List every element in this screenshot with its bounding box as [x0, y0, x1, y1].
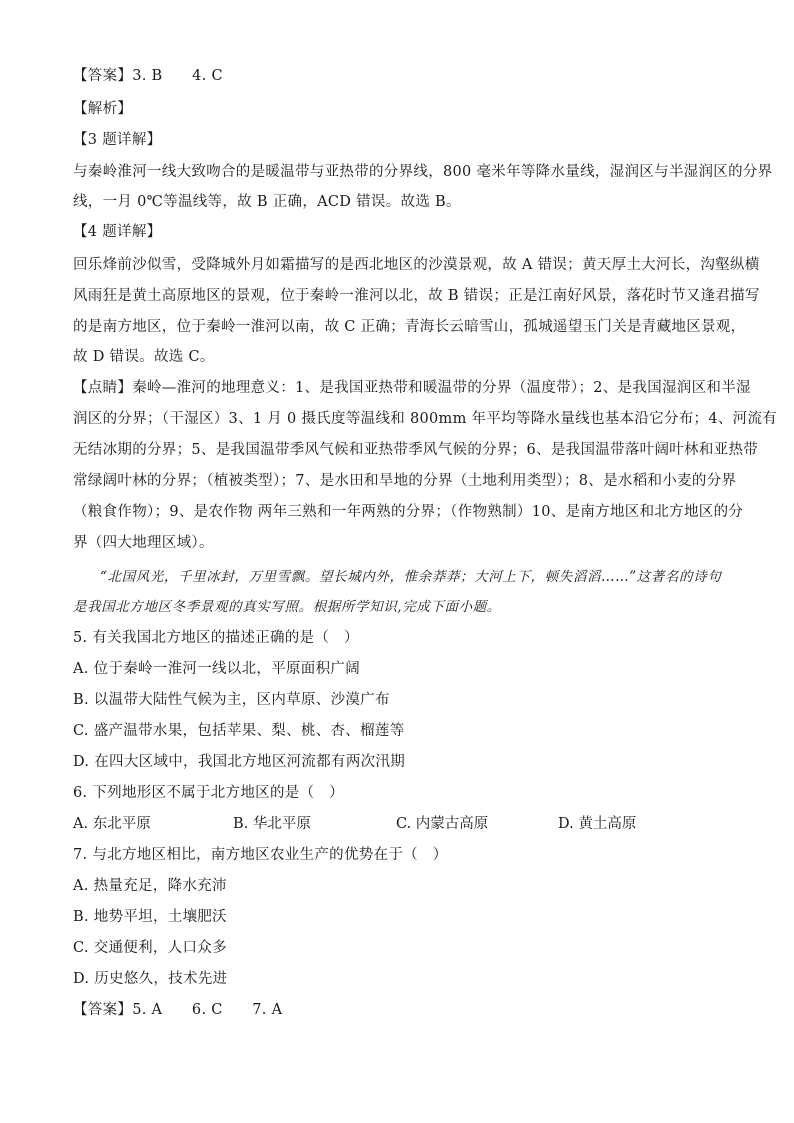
q4-line-4: 故 D 错误。故选 C。 [73, 349, 215, 365]
q5-option-d: D. 在四大区域中，我国北方地区河流都有两次汛期 [73, 754, 406, 770]
q5-option-a: A. 位于秦岭一淮河一线以北，平原面积广阔 [73, 661, 360, 677]
tip-text-1: 秦岭—淮河的地理意义：1、是我国亚热带和暖温带的分界（温度带）；2、是我国湿润区和半湿 [132, 380, 751, 396]
q3-line-2: 线，一月 0℃等温线等，故 B 正确，ACD 错误。故选 B。 [73, 194, 461, 210]
q6-option-a: A. 东北平原 [73, 816, 151, 832]
tip-line-4: 常绿阔叶林的分界；（植被类型）；7、是水田和旱地的分界（土地利用类型）；8、是水稻和小麦的分界 [73, 473, 737, 489]
q7-option-a: A. 热量充足，降水充沛 [73, 878, 227, 894]
q6-option-d: D. 黄土高原 [558, 816, 637, 832]
q4-line-3: 的是南方地区，位于秦岭一淮河以南，故 C 正确；青海长云暗雪山，孤城遥望玉门关是青藏地区景观， [73, 319, 746, 335]
answer-line-2 [73, 1000, 733, 1020]
tip-tag: 【点睛】 [73, 380, 133, 396]
q5-option-b: B. 以温带大陆性气候为主，区内草原、沙漠广布 [73, 692, 390, 708]
q4-line-1: 回乐烽前沙似雪，受降城外月如霜描写的是西北地区的沙漠景观，故 A 错误；黄天厚土大河长，沟壑纵横 [73, 257, 760, 273]
tip-line-2: 润区的分界；（干湿区）3、1 月 0 摄氏度等温线和 800mm 年平均等降水量线也基本沿它分布；4、河流有 [73, 411, 778, 427]
q4-heading: 【4 题详解】 [73, 224, 162, 240]
q7-option-c: C. 交通便利，人口众多 [73, 940, 227, 956]
poem-line-2: 是我国北方地区冬季景观的真实写照。根据所学知识,完成下面小题。 [73, 599, 501, 615]
answer-tag: 【答案】 [73, 68, 133, 84]
q7-option-b: B. 地势平坦，土壤肥沃 [73, 909, 227, 925]
q3-line-1: 与秦岭淮河一线大致吻合的是暖温带与亚热带的分界线，800 毫米年等降水量线，湿润区与半湿润区的分界 [73, 164, 773, 180]
answer-text-2: 5. A 6. C 7. A [132, 1002, 283, 1018]
q6-option-c: C. 内蒙古高原 [396, 816, 489, 832]
q6-stem: 6. 下列地形区不属于北方地区的是（ ） [73, 785, 344, 801]
q3-heading: 【3 题详解】 [73, 132, 162, 148]
tip-line-6: 界（四大地理区域）。 [73, 535, 214, 551]
q6-option-b: B. 华北平原 [233, 816, 311, 832]
answer-text: 3. B 4. C [132, 68, 223, 84]
tip-line-5: （粮食作物）；9、是农作物 两年三熟和一年两熟的分界；（作物熟制）10、是南方地区和北方地区的分 [73, 504, 744, 520]
q7-option-d: D. 历史悠久，技术先进 [73, 971, 228, 987]
analysis-heading: 【解析】 [73, 101, 133, 117]
poem-line-1: “北国风光，千里冰封，万里雪飘。望长城内外，惟余莽莽；大河上下，顿失滔滔……”这著名的诗句 [100, 569, 722, 585]
q7-stem: 7. 与北方地区相比，南方地区农业生产的优势在于（ ） [73, 847, 448, 863]
tip-line-1 [73, 378, 751, 398]
tip-line-3: 无结冰期的分界；5、是我国温带季风气候和亚热带季风气候的分界；6、是我国温带落叶阔叶林和亚热带 [73, 442, 759, 458]
q5-stem: 5. 有关我国北方地区的描述正确的是（ ） [73, 630, 359, 646]
q4-line-2: 风雨狂是黄土高原地区的景观，位于秦岭一淮河以北，故 B 错误；正是江南好风景，落花时节又逢君描写 [73, 288, 760, 304]
q5-option-c: C. 盛产温带水果，包括苹果、梨、桃、杏、榴莲等 [73, 723, 405, 739]
answer-tag-2: 【答案】 [73, 1002, 133, 1018]
answer-line-1 [73, 66, 733, 86]
